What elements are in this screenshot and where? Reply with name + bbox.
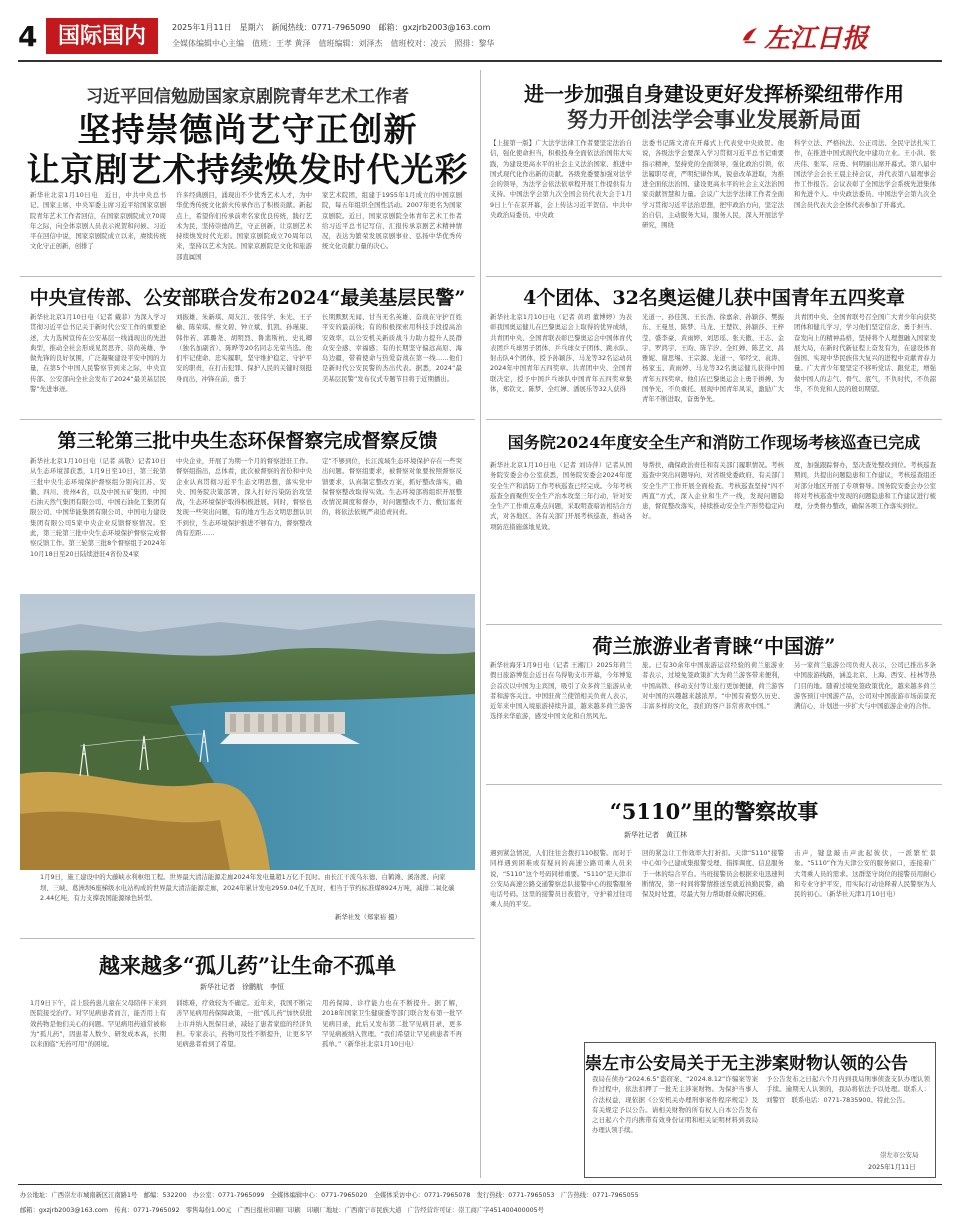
footer-line-2: 邮箱：gxzjrb2003@163.com 传真：0771-7965092 零售每份1.00元 广西日报社印刷厂印刷 印刷厂地址：广西南宁市民族大道 广告经营许可证：崇工商广字451400400005号 [20, 1207, 544, 1214]
safety-col-2: 导帮扶，确保政治责任和有关部门履职情况。考核巡查中突出问题导向，对省级党委政府、有关部门安全生产工作开展全面检查。考核巡查坚持“四不两直”方式，深入企业和生产一线，发现问题隐患，督促整改落实，持续推动安全生产形势稳定向好。 [642, 461, 784, 521]
divider [486, 784, 942, 785]
orphan-col-3: 用药保障、诊疗能力也在不断提升。据了解，2018年国家卫生健康委等部门联合发布第一批罕见病目录，此后又发布第二批罕见病目录，更多罕见病被纳入管理。“我们希望让罕见病患者不再孤单。”（新华社北京1月10日电） [322, 999, 462, 1049]
page-number: 4 [18, 20, 38, 53]
eco-headline: 第三轮第三批中央生态环保督察完成督察反馈 [57, 430, 438, 452]
photo-credit: 新华社发（郑家裕 摄） [335, 913, 401, 921]
footer-rule [18, 1184, 942, 1185]
police-col-1: 遇到紧急情况，人们往往会拨打110报警。而对于同样遇到困难或有疑问的高速公路司乘人员来说，“5110”这个号码同样重要。“5110”是天津市公安局高速公路交通警察总队接警中心的报警服务电话号码。这里的接警员日夜值守，守护着过往司乘人员的平安。 [490, 849, 632, 909]
publicity-col-3: 长期默默无闻、甘当无名英雄、奋战在守护百姓平安的最前线；有的积极探索用科技手段提高治安效率，以公安机关新质战斗力助力提升人民群众安全感、幸福感；有的长期坚守偏远高原、海岛边疆，带着使命与热爱奋战在第一线……他们是新时代公安民警的杰出代表。据悉，2024“最美基层民警”发布仪式专题节目将于近期播出。 [322, 313, 462, 383]
art-opera-headline-1: 坚持崇德尚艺守正创新 [77, 110, 418, 149]
dutch-col-1: 新华社海牙1月9日电（记者 王湘江）2025年荷兰假日旅游博览会近日在乌得勒支市开幕，今年博览会首次以中国为主宾国，吸引了众多荷兰旅游从业者和游客关注。中国驻荷兰使馆相关负责人表示，近年来中国入境旅游持续升温，越来越多荷兰游客选择来华旅游，感受中国文化和自然风光。 [490, 661, 632, 721]
editor-line: 全媒体编辑中心主编 值班：王孝 黄泽 值班编辑：刘泽杰 值班校对：凌云 照排：黎华 [172, 39, 495, 48]
dutch-col-3: 另一家荷兰旅游公司负责人表示，公司已推出多条中国旅游线路，涵盖北京、上海、西安、桂林等热门目的地。随着过境免签政策优化，越来越多荷兰游客预订中国游产品，公司对中国旅游市场前景充满信心，计划进一步扩大与中国旅游企业的合作。 [794, 661, 936, 711]
column-divider [480, 70, 481, 1178]
youth-headline: 4个团体、32名奥运健儿获中国青年五四奖章 [523, 287, 905, 309]
notice-col-1: 我局在侦办“2024.6.5”盗窃案、“2024.8.12”诈骗案等案件过程中，依法扣押了一批无主涉案财物。为保护当事人合法权益，现依据《公安机关办理刑事案件程序规定》及有关规定予以公告。请相关财物的所有权人自本公告发布之日起六个月内携带有效身份证明和相关证明材料到我局办理认领手续。 [592, 1075, 758, 1135]
bridge-headline-1: 进一步加强自身建设更好发挥桥梁纽带作用 [524, 82, 904, 106]
notice-col-2: 予公告发布之日起六个月内到我局刑事侦查支队办理认领手续。逾期无人认领的，我局将依法予以处理。联系人：刘警官 联系电话：0771-7835900。特此公告。 [766, 1075, 930, 1104]
art-opera-headline-2: 让京剧艺术持续焕发时代光彩 [26, 150, 469, 189]
police-col-3: 击声，键盘敲击声此起彼伏，一派繁忙景象。“5110”作为天津公安的服务窗口，连接着广大驾乘人员的需求。这群坚守岗位的接警员用耐心和专业守护平安，用实际行动诠释着人民警察为人民的初心。（新华社天津1月10日电） [794, 849, 936, 899]
section-tag: 国际国内 [46, 18, 158, 54]
wing-logo-icon [741, 26, 759, 44]
youth-col-2: 光道一、孙佳凯、王长浩、徐嘉余、孙颖莎、樊振东、王曼昱、陈梦、马龙、王楚钦、孙颖莎、王梓莹、盛李豪、黄雨婷、刘思瑶、张天傲、王志、金宇、罗鸿宇、王昀、陈芋汐、全红婵、陈艺文、昌雅妮、谢思埸、王宗源、龙道一、邹经文、袁涛、杨家玉、黄雨婷、马龙等32名奥运健儿获得中国青年五四奖章。他们在巴黎奥运会上勇于拼搏、为国争光，不负重托、展现中国青年风采，激励广大青年不断进取，奋勇争先。 [642, 313, 784, 404]
notice-signer: 崇左市公安局 [880, 1151, 919, 1159]
publicity-col-2: 刘振雄、朱新琪、周友江、张伟学、朱光、王子榆、陈荣琪、蔡文碧、钟立斌、仉凯、孙瑾康、韩作若、郭璐尧、胡明烈、鲁翡斯杭、史礼卿（独名加副省）、陈晔等20名同志光荣当选。他们牢记使命、忠实履职，坚守维护稳定、守护平安的职责，在打击犯罪、保护人民的关键时刻挺身而出，冲锋在前，勇于 [176, 313, 312, 383]
divider [20, 938, 475, 939]
notice-title: 崇左市公安局关于无主涉案财物认领的公告 [585, 1054, 908, 1074]
bridge-headline-2: 努力开创法学会事业发展新局面 [567, 107, 861, 132]
publicity-col-1: 新华社北京1月10日电（记者 戴菲）为深入学习贯彻习近平总书记关于新时代公安工作的重要论述，大力选树宣传在公安基层一线涌现出的先进典型，推动全社会形成见贤思齐、崇尚英雄、争做先锋的良好氛围，广泛凝聚建设平安中国的力量，在第5个中国人民警察节到来之际，中央宣传部、公安部向全社会发布了2024“最美基层民警”先进事迹。 [30, 313, 166, 394]
divider [20, 276, 475, 277]
safety-col-3: 度，加强跟踪督办，坚决查处整改到位。考核巡查期间，共提出问题隐患和工作建议，考核巡查组还对部分地区开展了专项督导。国务院安委会办公室将对考核巡查中发现的问题隐患和工作建议进行梳理，分类督办整改，确保各项工作落实到位。 [794, 461, 936, 511]
orphan-headline: 越来越多“孤儿药”让生命不孤单 [98, 953, 397, 978]
eco-col-3: 定”不够到位，长江流域生态环境保护存在一些突出问题。督察组要求，被督察对象要按照督察反馈要求，认真制定整改方案，抓好整改落实，确保督察整改取得实效。生态环境部将组织开展整改情况调度和督办，对问题整改不力、敷衍塞责的，将依法依规严肃追责问责。 [322, 457, 462, 517]
dam-photo [20, 594, 475, 870]
footer-line-1: 办公地址：广西崇左市城南新区江南路1号 邮编：532200 办公室：0771-7965099 全媒体编辑中心：0771-7965020 全媒体采访中心：0771-7965078 发行热线：0771-7965053 广告热线：0771-7965055 [20, 1192, 639, 1199]
art-opera-col-3: 家艺术院团，组建于1955年1月成立的中国京剧院，每五年组织全国性活动。2007年更名为国家京剧院。近日，国家京剧院全体青年艺术工作者给习近平总书记写信，汇报传承京剧艺术精神情况，表达为繁荣发展京剧事业、弘扬中华优秀传统文化贡献力量的决心。 [322, 191, 462, 251]
page-header [0, 0, 960, 58]
police-col-2: 回的紧急让工作效率大打折扣。天津“5110”接警中心如今已建成集报警受理、指挥调度、信息服务于一体的综合平台。当班接警员会根据来电迅速判断情况，第一时间将警情推送至就近执勤民警，确保及时处置，尽最大努力帮助群众解决困难。 [642, 849, 784, 899]
date-line: 2025年1月11日 星期六 新闻热线：0771-7965090 邮箱：gxzjrb2003@163.com [172, 23, 491, 32]
art-opera-col-2: 许多经典剧目，涌现出不少优秀艺术人才，为中华优秀传统文化薪火传承作出了积极贡献。新起点上，希望你们传承前辈名家优良传统，践行艺术为民，坚持崇德尚艺，守正创新，让京剧艺术持续焕发时代光彩。国家京剧院成立70周年以来，坚持以艺术为民。国家京剧院是文化和旅游部直属国 [176, 191, 312, 261]
eco-col-2: 中央企业，开展了为期一个月的督察进驻工作。督察组指出，总体看，此次被督察的省份和中央企业认真贯彻习近平生态文明思想，落实党中央、国务院决策部署，深入打好污染防治攻坚战，生态环境保护取得积极进展。同时，督察也发现一些突出问题，有的地方生态文明思想认识不到位，生态环境保护推进不够有力，督察整改尚有差距…… [176, 457, 312, 538]
bridge-col-3: 科学立法、严格执法、公正司法、全民守法扎实工作，在推进中国式现代化中建功立业。王小洪、张庆伟、张军、应勇、何明丽出席开幕式。第八届中国法学会会长王晨主持会议，并代表第八届理事会作工作报告。会议表彰了全国法学会系统先进集体和先进个人。中央政法委员、中国法学会第九次全国会员代表大会全体代表参加了开幕式。 [794, 139, 936, 209]
divider [486, 624, 942, 625]
header-rule [18, 60, 942, 62]
paper-logo: 左江日报 [764, 24, 869, 54]
safety-headline: 国务院2024年度安全生产和消防工作现场考核巡查已完成 [507, 433, 921, 452]
safety-col-1: 新华社北京1月10日电（记者 刘诗萍）记者从国务院安委会办公室获悉，国务院安委会2024年度安全生产和消防工作考核巡查已经完成。今年考核巡查全面聚焦安全生产治本攻坚三年行动，针对安全生产工作重点难点问题，采取明查暗访相结合方式，对各地区、各有关部门开展考核巡查，推动各项防范措施落地见效。 [490, 461, 632, 531]
divider [486, 276, 942, 277]
orphan-byline: 新华社记者 徐鹏航 李恒 [200, 983, 284, 991]
eco-col-1: 新华社北京1月10日电（记者 高敬）记者10日从生态环境部获悉，1月9日至10日，第三轮第三批中央生态环境保护督察组分别向江苏、安徽、四川、贵州4省，以及中国五矿集团、中国石油天然气集团有限公司、中国石油化工集团有限公司、中国华能集团有限公司、中国电力建设集团有限公司5家中央企业反馈督察情况。至此，第三轮第三批中央生态环境保护督察完成督察反馈工作。第三轮第三批8个督察组于2024年10月18日至20日陆续进驻4省份及4家 [30, 457, 166, 558]
police-headline: “5110”里的警察故事 [609, 799, 819, 824]
divider [20, 419, 475, 420]
dam-landscape-image [20, 594, 475, 870]
police-byline: 新华社记者 黄江林 [624, 831, 687, 839]
divider [486, 419, 942, 420]
bridge-col-2: 法委书记陈文清在开幕式上代表党中央致贺。他说，各级法学会要深入学习贯彻习近平总书记重要指示精神，坚持党的全面领导，强化政治引领，依法履职尽责，严明纪律作风，锐意改革进取，为推进全面依法治国、建设更高水平的社会主义法治国家贡献智慧和力量。会议广大法学法律工作者全面学习贯彻习近平法治思想，把牢政治方向，坚定法治自信，主动服务大局，服务人民，深入开展法学研究，围绕 [642, 139, 784, 230]
dutch-col-2: 旅。已有30余年中国旅游运营经验的荷兰旅游业者表示，过境免签政策扩大为荷兰游客带来便利，中国高铁、移动支付等让旅行更加便捷，荷兰游客对中国的兴趣越来越浓厚。“中国有着悠久历史、丰富多样的文化，我们的客户非常喜欢中国。” [642, 661, 784, 711]
art-opera-kicker: 习近平回信勉励国家京剧院青年艺术工作者 [86, 87, 409, 107]
art-opera-col-1: 新华社北京1月10日电 近日，中共中央总书记、国家主席、中央军委主席习近平给国家京剧院青年艺术工作者回信，在国家京剧院成立70周年之际，向全体京剧人员表示祝贺和问候。习近平在回信中说，国家京剧院成立以来，赓续传统文化守正创新，创排了 [30, 191, 166, 251]
photo-caption: 1月9日，施工建设中的大藤峡水利枢纽工程。世界最大清洁能源走廊2024年发电量超1万亿千瓦时。由长江干流乌东德、白鹤滩、溪洛渡、向家坝、三峡、葛洲坝6座梯级水电站构成的世界最大清洁能源走廊，2024年累计发电2959.04亿千瓦时，相当于节约标准煤8924万吨，减排二氧化碳2.44亿吨，有力支撑我国能源绿色转型。 [40, 873, 455, 902]
youth-col-1: 新华社北京1月10日电（记者 黄玥 董博婷）为表彰我国奥运健儿在巴黎奥运会上取得的优异成绩，共青团中央、全国青联表彰巴黎奥运会中国体育代表团乒乓球男子团体、乒乓球女子团体、跳水队、射击队4个团体，授予孙颖莎、马龙等32名运动员2024年中国青年五四奖章。共青团中央、全国青联决定，授予中国乒乓球队中国青年五四奖章集体，郑钦文、陈梦、全红婵、潘展乐等32人获得 [490, 313, 632, 394]
orphan-col-2: 训练难，疗效较为不确定。近年来，我国不断完善罕见病用药保障政策，一批“孤儿药”加快获批上市并纳入医保目录，减轻了患者家庭的经济负担。专家表示，药物可及性不断提升，让更多罕见病患者看到了希望。 [176, 999, 312, 1049]
youth-col-3: 共青团中央、全国青联号召全国广大青少年向获奖团体和健儿学习，学习他们坚定信念、勇于担当、奋发向上的精神品格，坚持将个人理想融入国家发展大局，在新时代新征程上奋发有为，在建设体育强国、实现中华民族伟大复兴的进程中贡献青春力量。广大青少年要坚定不移听党话、跟党走，增强做中国人的志气、骨气、底气，不负时代，不负韶华，不负党和人民的殷切期望。 [794, 313, 936, 394]
orphan-col-1: 1月9日下午，首上肢药患儿童在父母陪伴下来到医院接受治疗。对罕见病患者而言，能否用上有效药物是他们关心的问题。罕见病用药通常被称为“孤儿药”，因患者人数少、研发成本高，长期以来面临“无药可用”的困境。 [30, 999, 166, 1049]
bridge-col-1: 【上接第一版】广大法学法律工作者要坚定法治自信，强化使命担当，积极投身全面依法治国伟大实践，为建设更高水平的社会主义法治国家、推进中国式现代化作出新的贡献。各级党委要加强对法学会的领导，为法学会依法依章程开展工作提供有力支持。中国法学会第九次全国会员代表大会于1月9日上午在京开幕，会上传达习近平贺信。中共中央政治局委员、中央政 [490, 139, 632, 220]
dutch-headline: 荷兰旅游业者青睐“中国游” [592, 634, 836, 658]
notice-date: 2025年1月11日 [868, 1163, 916, 1171]
publicity-headline: 中央宣传部、公安部联合发布2024“最美基层民警” [29, 287, 466, 309]
